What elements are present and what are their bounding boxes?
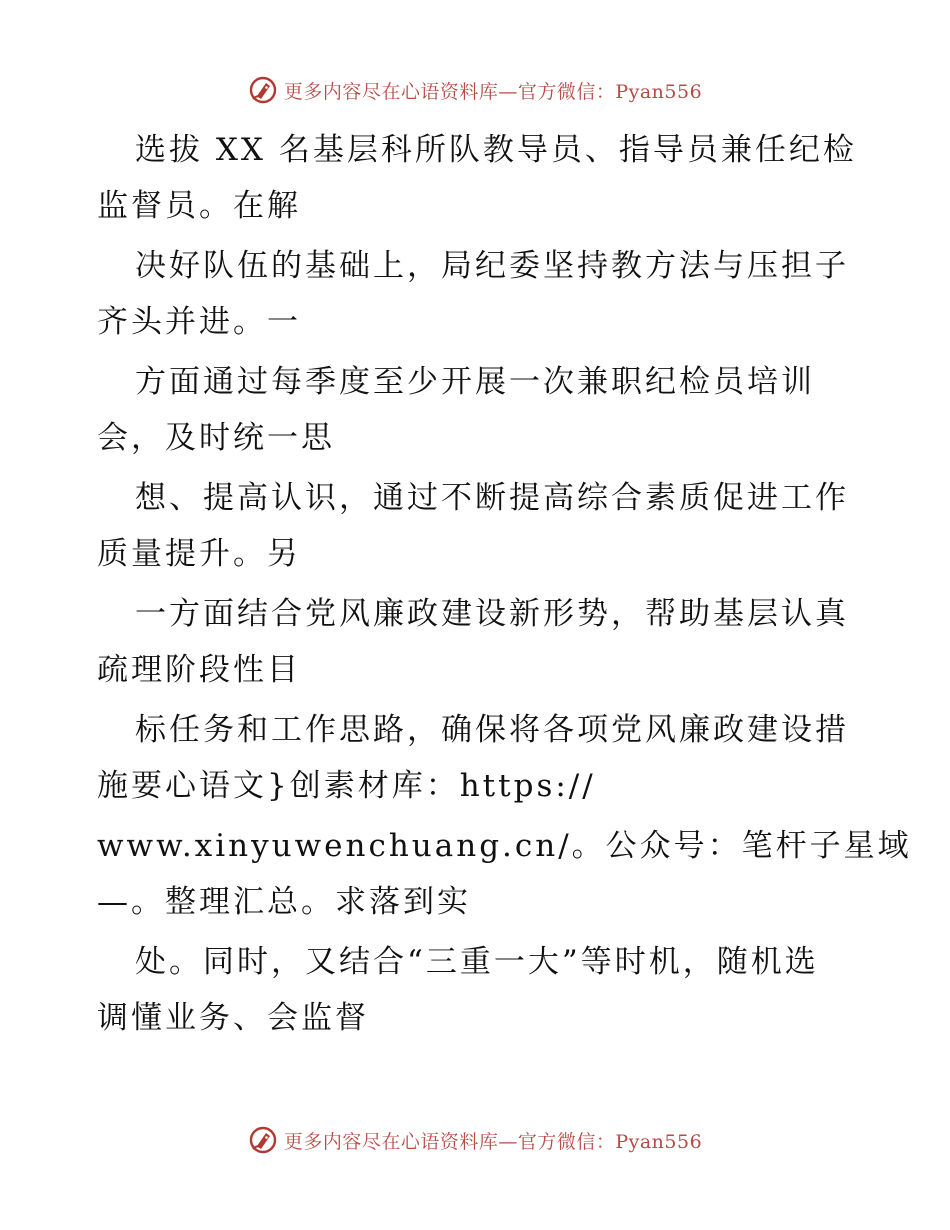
body-line: 疏理阶段性目 [97,652,301,688]
body-line: 质量提升。另 [97,536,301,572]
footer-banner-text: 更多内容尽在心语资料库—官方微信：Pyan556 [283,1130,703,1153]
body-line: 处。同时，又结合“三重一大”等时机，随机选 [135,944,819,980]
body-line: —。整理汇总。求落到实 [97,884,471,920]
header-banner-text: 更多内容尽在心语资料库—官方微信：Pyan556 [283,80,703,103]
body-line: 方面通过每季度至少开展一次兼职纪检员培训 [135,364,815,400]
header-banner [0,70,950,110]
body-line: 选拔 XX 名基层科所队教导员、指导员兼任纪检 [135,132,857,168]
footer-banner [0,1120,950,1160]
body-line: 一方面结合党风廉政建设新形势，帮助基层认真 [135,596,849,632]
body-line: 想、提高认识，通过不断提高综合素质促进工作 [135,480,849,516]
body-line: 调懂业务、会监督 [97,1000,369,1036]
body-line: 决好队伍的基础上，局纪委坚持教方法与压担子 [135,248,849,284]
body-line: 施要心语文}创素材库：https:// [97,768,596,804]
body-line: www.xinyuwenchuang.cn/。公众号：笔杆子星域 [97,828,912,864]
body-line: 齐头并进。一 [97,304,301,340]
body-line: 会，及时统一思 [97,420,335,456]
body-line: 监督员。在解 [97,188,301,224]
pen-nib-seal-icon [248,75,278,105]
pen-nib-seal-icon [248,1125,278,1155]
body-line: 标任务和工作思路，确保将各项党风廉政建设措 [135,712,849,748]
